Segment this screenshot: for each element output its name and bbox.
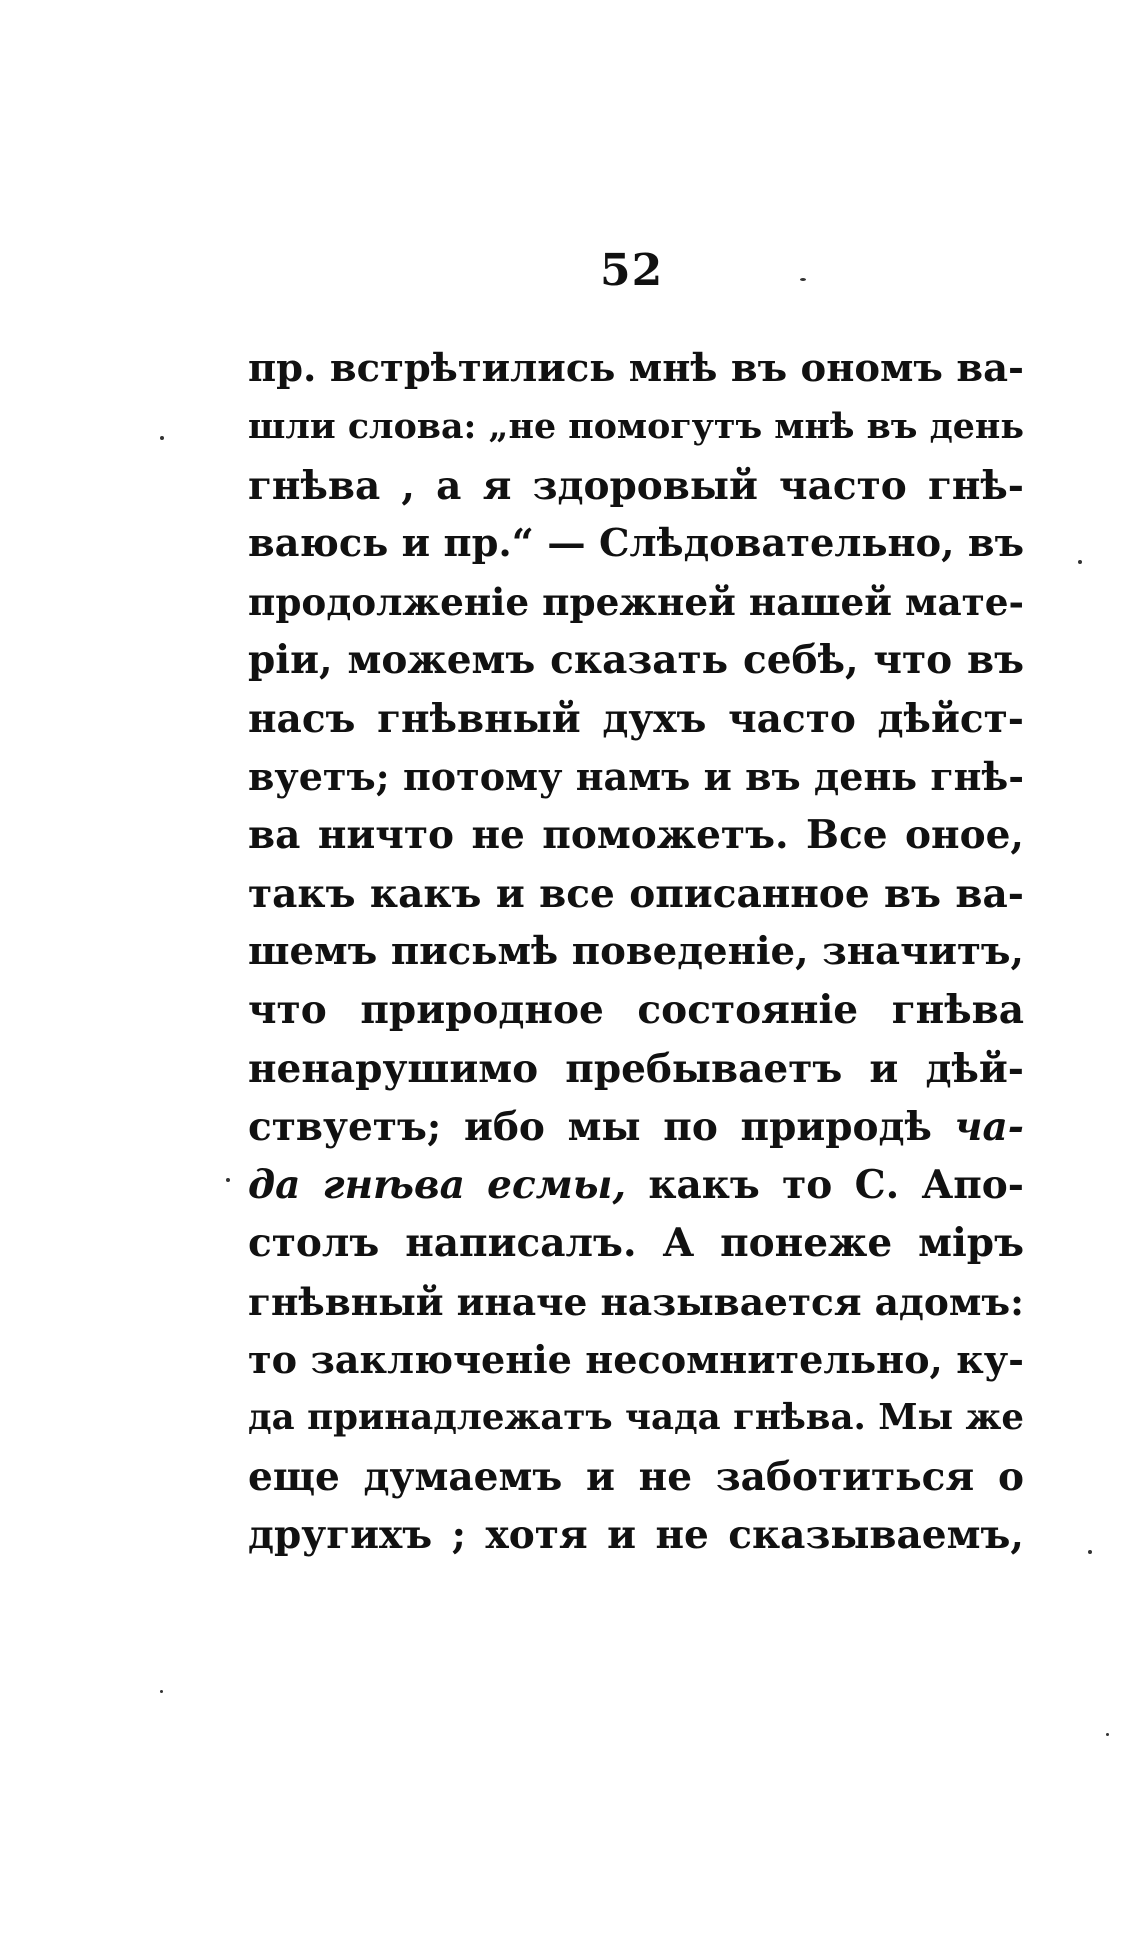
scan-speck: [160, 436, 164, 440]
text-line: шемъ письмѣ поведеніе, значитъ,: [248, 928, 1024, 974]
text-line: то заключеніе несомнительно, ку-: [248, 1337, 1024, 1383]
text-line: продолженіе прежней нашей мате-: [248, 580, 1024, 625]
scan-speck: [160, 1690, 163, 1693]
text-line: еще думаемъ и не заботиться о: [248, 1453, 1024, 1500]
text-line: насъ гнѣвный духъ часто дѣйст-: [248, 695, 1024, 742]
text-line: ваюсь и пр.“ — Слѣдовательно, въ: [248, 520, 1024, 566]
italic-phrase: да гнѣва есмы,: [248, 1162, 627, 1209]
page-number: 52: [600, 245, 664, 296]
scan-speck: [1078, 560, 1082, 564]
scan-speck: [1106, 1733, 1109, 1736]
text-line: ненарушимо пребываетъ и дѣй-: [248, 1045, 1024, 1092]
text-line: другихъ ; хотя и не сказываемъ,: [248, 1511, 1024, 1558]
text-line: гнѣва , а я здоровый часто гнѣ-: [248, 462, 1024, 509]
text-line: столъ написалъ. А понеже міръ: [248, 1220, 1024, 1267]
text-line: да гнѣва есмы, какъ то С. Апо-: [248, 1162, 1024, 1209]
italic-phrase: ча-: [954, 1103, 1024, 1150]
text-line: ствуетъ; ибо мы по природѣ ча-: [248, 1103, 1024, 1150]
text-line: ріи, можемъ сказать себѣ, что въ: [248, 637, 1024, 684]
text-line: ва ничто не поможетъ. Все оное,: [248, 812, 1024, 859]
text-line: да принадлежатъ чада гнѣва. Мы же: [248, 1397, 1024, 1439]
text-line: такъ какъ и все описанное въ ва-: [248, 870, 1024, 917]
text-line: вуетъ; потому намъ и въ день гнѣ-: [248, 754, 1024, 800]
scan-speck: [1088, 1550, 1092, 1554]
text-line: гнѣвный иначе называется адомъ:: [248, 1279, 1024, 1324]
text-line: что природное состояніе гнѣва: [248, 987, 1024, 1034]
scan-speck: [226, 1178, 230, 1182]
text-line: пр. встрѣтились мнѣ въ ономъ ва-: [248, 346, 1024, 391]
body-text: [248, 340, 1024, 1564]
scan-speck: [800, 278, 806, 281]
text-line: шли слова: „не помогутъ мнѣ въ день: [248, 406, 1024, 448]
